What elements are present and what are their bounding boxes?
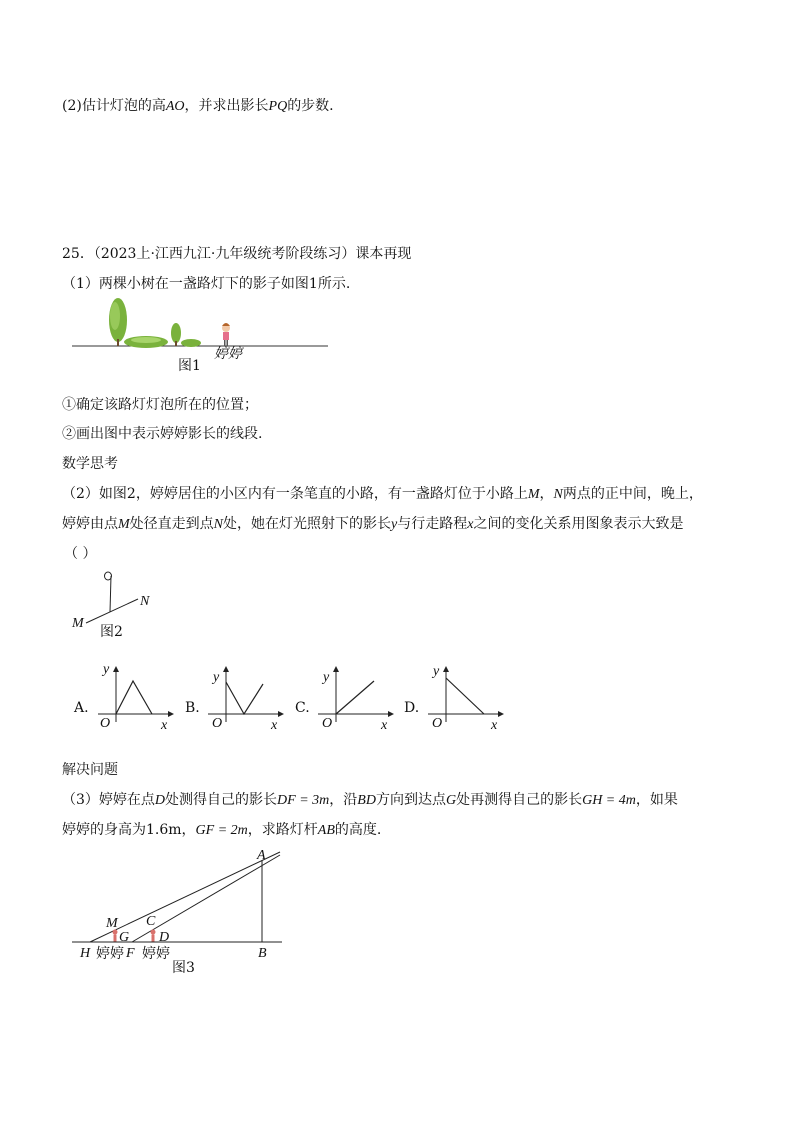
q25-part2-line2 (62, 514, 683, 535)
fig3-label-h: H (80, 946, 91, 961)
q25-step1: ①确定该路灯灯泡所在的位置； (62, 397, 258, 413)
option-d-letter[interactable]: D. (404, 700, 420, 716)
option-a-y: y (103, 662, 110, 677)
figure-1 (70, 296, 335, 376)
girl-figure (222, 323, 230, 346)
option-b-o: O (212, 716, 223, 731)
option-c-curve (336, 681, 374, 714)
fig3-label-a: A (257, 848, 266, 863)
p3-l1-d: D (154, 793, 166, 808)
p2-l1-c: 两点的正中间，晚上， (562, 486, 703, 502)
p2-l2-b: 处径直走到点 (129, 516, 214, 532)
option-a-curve (116, 681, 152, 714)
p2-l2-d: 与行走路程 (397, 516, 468, 532)
tree-1 (109, 298, 127, 346)
q25-part3-line2 (62, 820, 381, 841)
p3-l2-a: 婷婷的身高为1.6m， (62, 822, 196, 838)
q25-part2-line1 (62, 484, 703, 505)
p3-l1-bd: BD (357, 793, 376, 808)
p2-l2-e: 之间的变化关系用图象表示大致是 (473, 516, 684, 532)
p3-l1-g2: ，如果 (635, 792, 678, 808)
tree-2 (171, 323, 181, 346)
p3-l1-f: 处再测得自己的影长 (456, 792, 583, 808)
q25-part1: （1）两棵小树在一盏路灯下的影子如图1所示. (62, 276, 351, 292)
p2-l2-a: 婷婷由点 (62, 516, 118, 532)
p3-l2-c: 的高度. (334, 822, 382, 838)
p2-l2-x: x (467, 517, 474, 532)
p3-l2-ab: AB (317, 823, 335, 838)
path-line (86, 599, 138, 623)
fig3-person1: 婷婷 (96, 946, 124, 962)
p3-l1-df: DF = 3m (277, 793, 330, 808)
option-c-letter[interactable]: C. (295, 700, 310, 716)
p3-l1-c: ，沿 (329, 792, 358, 808)
q25-part2-answer-paren: （ ） (64, 546, 97, 562)
fig3-label-d: D (159, 930, 170, 945)
option-b-letter[interactable]: B. (185, 700, 200, 716)
fig1-caption: 图1 (178, 358, 201, 374)
prev-part2-line (62, 96, 334, 117)
q25-header: 25．（2023上·江西九江·九年级统考阶段练习）课本再现 (62, 246, 412, 262)
p2-l2-m: M (118, 517, 130, 532)
p3-l1-gh: GH = 4m (582, 793, 636, 808)
option-a-x: x (161, 718, 168, 733)
fig3-label-m: M (106, 916, 118, 931)
option-b-curve (226, 682, 263, 714)
var-pq: PQ (268, 99, 288, 114)
p3-l1-e: 方向到达点 (375, 792, 446, 808)
option-b-y: y (213, 670, 220, 685)
fig3-person2: 婷婷 (142, 946, 170, 962)
p2-l2-y: y (391, 517, 398, 532)
option-d-y: y (433, 664, 440, 679)
prev-text-b: ，并求出影长 (184, 98, 269, 114)
prev-text-c: 的步数. (287, 98, 334, 114)
p2-l1-n: N (553, 487, 563, 502)
tree-2-shadow (181, 339, 201, 347)
lamp-head (105, 572, 112, 580)
fig3-label-c: C (146, 914, 156, 929)
tree-1-shadow (124, 336, 168, 348)
fig2-caption: 图2 (100, 624, 123, 640)
option-c-x: x (381, 718, 388, 733)
option-c-y: y (323, 670, 330, 685)
section-problem-solving: 解决问题 (62, 762, 118, 778)
p3-l2-b: ，求路灯杆 (247, 822, 318, 838)
p3-l1-g: G (445, 793, 457, 808)
fig3-label-f: F (126, 946, 135, 961)
fig2-label-n: N (140, 594, 150, 609)
option-d-o: O (432, 716, 443, 731)
fig2-label-m: M (72, 616, 84, 631)
p3-l1-a: （3）婷婷在点 (62, 792, 155, 808)
q25-step2: ②画出图中表示婷婷影长的线段. (62, 426, 263, 442)
p2-l2-c: 处，她在灯光照射下的影长 (223, 516, 392, 532)
var-ao: AO (165, 99, 185, 114)
p2-l1-m: M (527, 487, 540, 502)
lamp-pole (110, 576, 111, 612)
fig1-girl-label: 婷婷 (214, 346, 242, 362)
prev-text-a: (2)估计灯泡的高 (62, 98, 166, 114)
option-c-o: O (322, 716, 333, 731)
option-d-curve (446, 678, 484, 714)
p3-l2-gf: GF = 2m (195, 823, 248, 838)
option-a-letter[interactable]: A. (74, 700, 89, 716)
p2-l2-n: N (213, 517, 224, 532)
fig3-label-g: G (119, 930, 130, 945)
p2-l1-b: ， (539, 486, 554, 502)
option-a-o: O (100, 716, 111, 731)
option-d-x: x (491, 718, 498, 733)
p3-l1-b: 处测得自己的影长 (165, 792, 278, 808)
q25-part3-line1 (62, 790, 678, 811)
p2-l1-a: （2）如图2，婷婷居住的小区内有一条笔直的小路，有一盏路灯位于小路上 (62, 486, 528, 502)
fig3-caption: 图3 (172, 960, 195, 976)
section-math-thinking: 数学思考 (62, 456, 118, 472)
fig3-label-b: B (258, 946, 267, 961)
option-b-x: x (271, 718, 278, 733)
